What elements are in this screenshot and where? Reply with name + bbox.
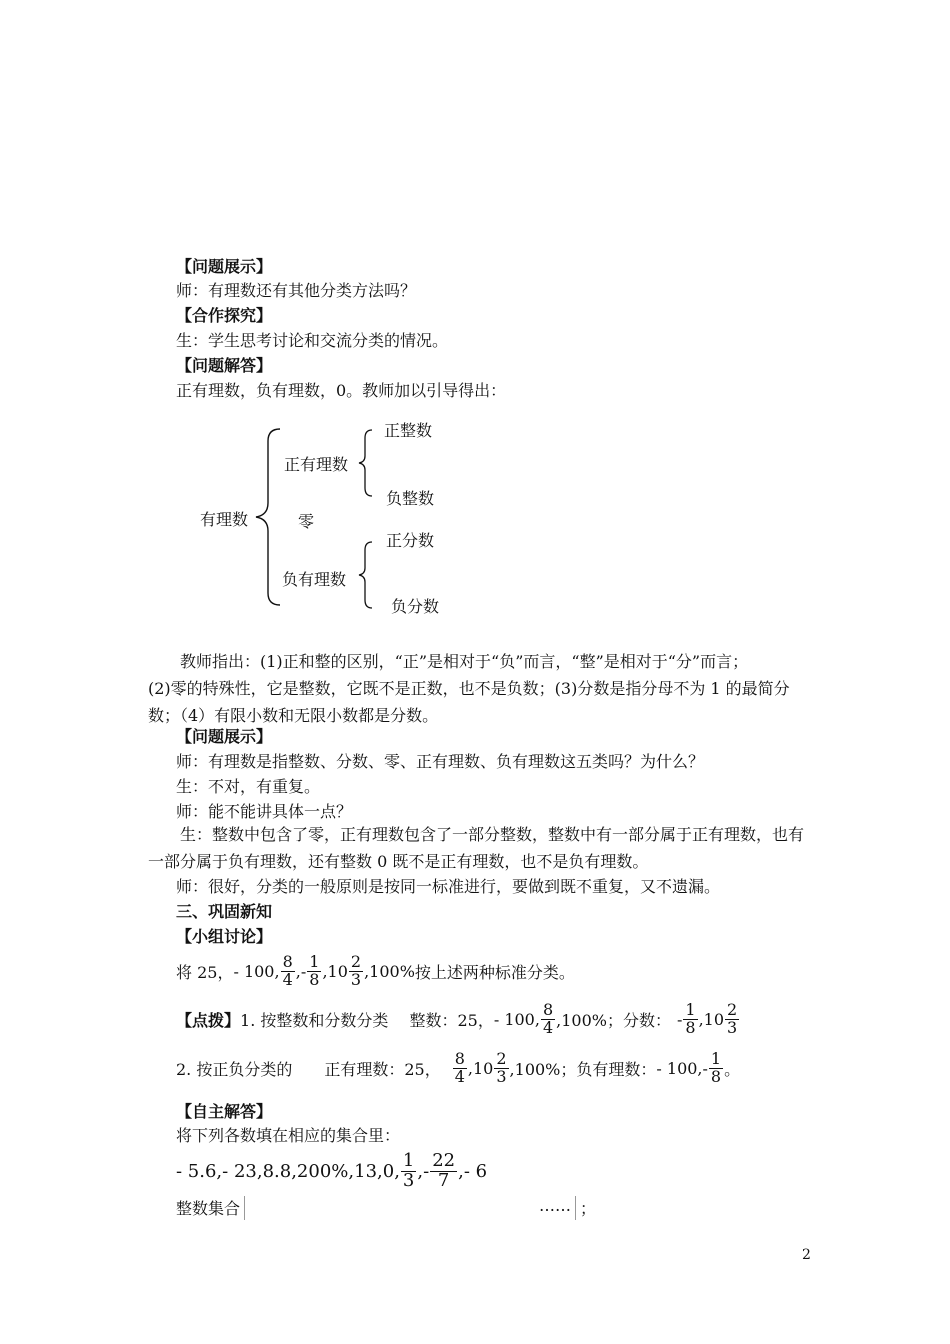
tree-negative-integer: 负整数: [386, 489, 435, 508]
page-number: 2: [802, 1247, 811, 1263]
teacher-question-3: 师：能不能讲具体一点？: [176, 802, 353, 821]
teacher-question-2: 师：有理数是指整数、分数、零、正有理数、负有理数这五类吗？为什么？: [176, 752, 705, 771]
integer-set-label: 整数集合: [176, 1199, 241, 1218]
tip2-fraction-8-4: $\frac{8}{4}$: [454, 1048, 465, 1086]
fraction-1-3: $\frac{1}{3}$: [402, 1149, 415, 1191]
tip2-neg: - 100,-: [656, 1058, 708, 1078]
fraction-1-8: $\frac{1}{8}$: [309, 951, 320, 989]
tip1-neg100: - 100,: [493, 1009, 540, 1029]
numbers-list: - 5.6,- 23,8.8,200%,13,0,: [176, 1160, 400, 1182]
tree-negative-rational: 负有理数: [282, 570, 347, 589]
student-explanation-line-2: 一部分属于负有理数，还有整数 0 既不是正有理数，也不是负有理数。: [148, 852, 649, 871]
discussion-sep: ,-: [295, 961, 307, 981]
notes-line-1: 教师指出：(1)正和整的区别，“正”是相对于“负”而言，“整”是相对于“分”而言；: [180, 652, 749, 671]
tip2-percent: ,100%；负有理数：: [509, 1059, 657, 1079]
tip-line-2: [176, 1044, 740, 1092]
tip2-fraction-1-8: $\frac{1}{8}$: [710, 1048, 722, 1086]
tip1-intro: 1. 按整数和分数分类 整数：25，: [240, 1010, 494, 1030]
tree-root: 有理数: [200, 510, 249, 529]
numbers-line: [176, 1147, 487, 1195]
tip2-intro: 2. 按正负分类的 正有理数：25，: [176, 1059, 441, 1079]
tree-positive-integer: 正整数: [384, 421, 433, 440]
tip1-whole-10: ,10: [698, 1009, 725, 1029]
integer-set-field[interactable]: [244, 1196, 576, 1220]
heading-problem-answer: 【问题解答】: [176, 356, 273, 375]
brace-negative: [356, 540, 376, 610]
heading-problem-display-2: 【问题展示】: [176, 727, 273, 746]
discussion-prefix: 将 25，: [176, 962, 234, 982]
tip-line-1: [176, 995, 740, 1043]
fraction-8-4: $\frac{8}{4}$: [282, 951, 293, 989]
big-brace: [252, 427, 282, 607]
teacher-conclusion: 师：很好，分类的一般原则是按同一标准进行，要做到既不重复，又不遗漏。: [176, 877, 721, 896]
discussion-percent: ,100%: [364, 961, 415, 981]
fill-instruction: 将下列各数填在相应的集合里：: [176, 1126, 401, 1145]
tip2-fraction-2-3: $\frac{2}{3}$: [496, 1048, 507, 1086]
tree-negative-fraction: 负分数: [391, 597, 440, 616]
teacher-question: 师：有理数还有其他分类方法吗？: [176, 281, 417, 300]
heading-problem-display: 【问题展示】: [176, 257, 273, 276]
numbers-end: ,- 6: [458, 1160, 488, 1182]
discussion-line: [176, 948, 575, 994]
brace-positive: [356, 428, 376, 498]
discussion-whole-10: ,10: [322, 961, 348, 981]
heading-cooperative-explore: 【合作探究】: [176, 306, 273, 325]
tip2-whole-10: ,10: [467, 1058, 494, 1078]
discussion-neg100: - 100,: [233, 961, 280, 981]
integer-set-dots: ……: [539, 1196, 571, 1215]
answer-text: 正有理数，负有理数，0。教师加以引导得出：: [176, 381, 507, 400]
tree-positive-fraction: 正分数: [386, 531, 435, 550]
tip1-fraction-8-4: $\frac{8}{4}$: [542, 999, 554, 1037]
tip1-fraction-1-8: $\frac{1}{8}$: [685, 999, 696, 1037]
tip1-fraction-2-3: $\frac{2}{3}$: [727, 999, 738, 1037]
integer-set-end: ；: [580, 1199, 597, 1218]
student-explanation: [148, 821, 813, 875]
section-title-consolidate: 三、巩固新知: [176, 902, 273, 921]
heading-self-answer: 【自主解答】: [176, 1102, 273, 1121]
teacher-notes: [148, 648, 813, 729]
tip1-percent: ,100%；分数：: [556, 1010, 671, 1030]
notes-line-2: (2)零的特殊性，它是整数，它既不是正数，也不是负数；(3)分数是指分母不为 1 的最简分: [148, 679, 790, 698]
fraction-22-7: $\frac{22}{7}$: [432, 1149, 456, 1191]
student-explanation-line-1: 生：整数中包含了零，正有理数包含了一部分整数，整数中有一部分属于正有理数，也有: [180, 825, 805, 844]
notes-line-3: 数；（4）有限小数和无限小数都是分数。: [148, 706, 439, 725]
student-response: 生：学生思考讨论和交流分类的情况。: [176, 331, 449, 350]
fraction-2-3: $\frac{2}{3}$: [350, 951, 362, 989]
tip2-end: 。: [724, 1059, 741, 1079]
discussion-suffix: 按上述两种标准分类。: [414, 962, 575, 982]
heading-group-discussion: 【小组讨论】: [176, 927, 273, 946]
tree-zero: 零: [298, 512, 315, 531]
tree-positive-rational: 正有理数: [284, 455, 349, 474]
student-answer-2: 生：不对，有重复。: [176, 777, 321, 796]
tip-label: 【点拨】: [176, 1010, 241, 1030]
tip1-minus: -: [676, 1009, 683, 1029]
numbers-sep: ,-: [417, 1160, 430, 1182]
